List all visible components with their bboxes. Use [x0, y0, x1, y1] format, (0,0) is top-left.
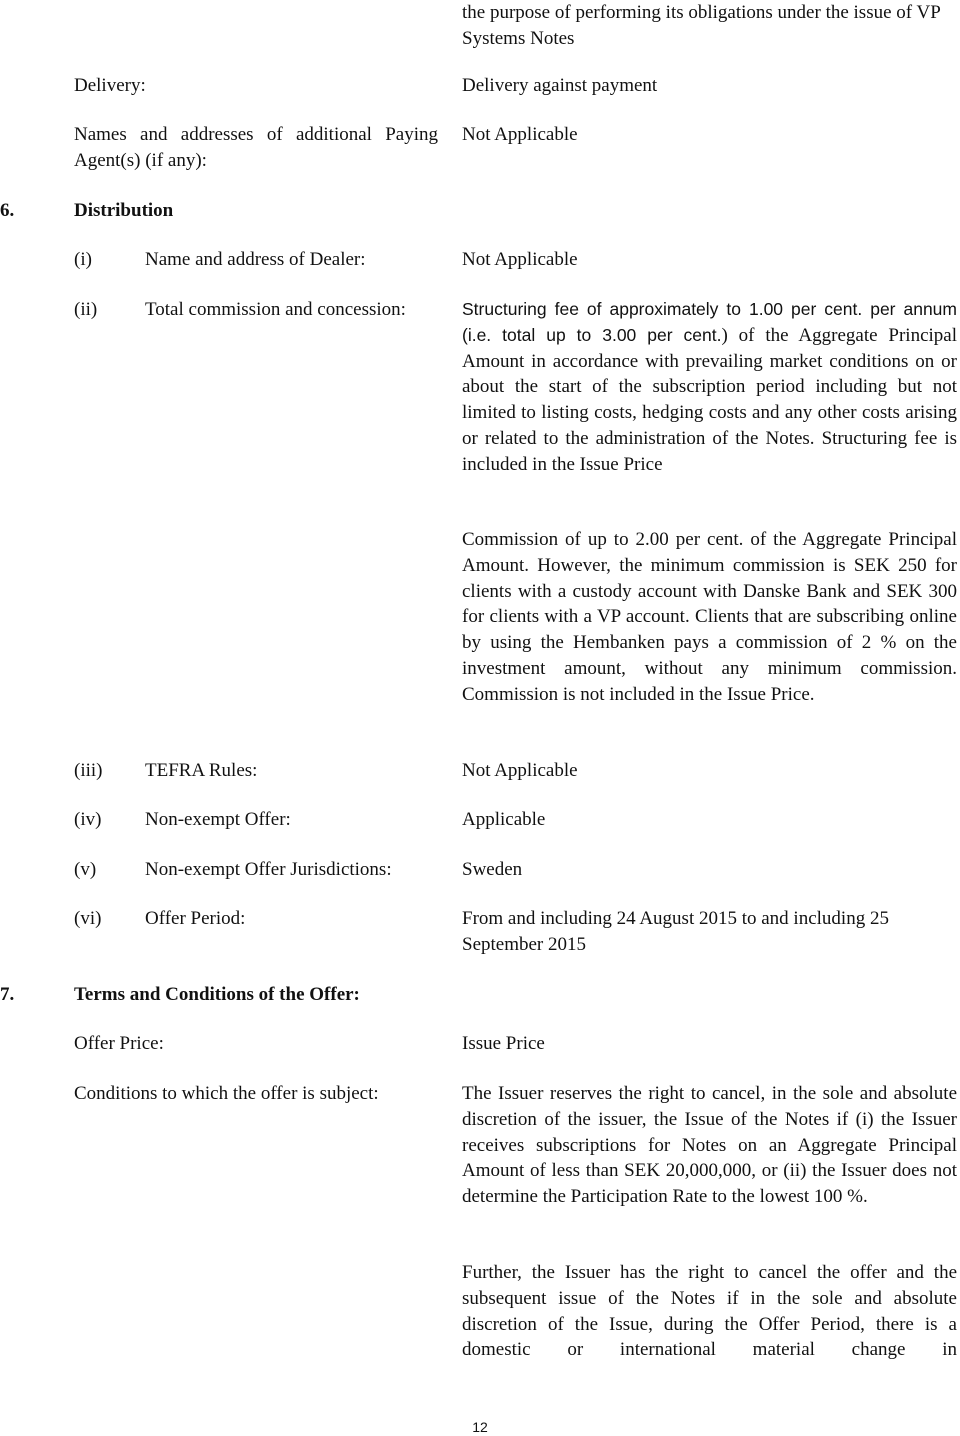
item-value: Sweden: [462, 859, 523, 880]
section-7-number: 7.: [0, 984, 15, 1005]
page-number: 12: [472, 1419, 488, 1435]
section-6-title: Distribution: [74, 200, 174, 221]
item-label: Non-exempt Offer:: [145, 809, 291, 830]
item-value: Not Applicable: [462, 249, 578, 270]
commission-paragraph-2: Commission of up to 2.00 per cent. of the Aggregate Principal Amount. However, the minimum commission is SEK 250 for clients with a custody account with Danske Bank and SEK 300 for clients with a VP account. Clients that are subscribing online by using the Hembanken pays a commission of 2 % on the investment amount, without any minimum commission. Commission is not included in the Issue Price.: [462, 529, 957, 705]
paying-agents-label: Names and addresses of additional Paying Agent(s) (if any):: [74, 124, 438, 171]
item-label: Name and address of Dealer:: [145, 249, 366, 270]
commission-paragraph: [462, 297, 957, 478]
section-7-title: Terms and Conditions of the Offer:: [74, 984, 360, 1005]
item-number: (iii): [74, 760, 103, 781]
structuring-fee-rest: ) of the Aggregate Principal Amount in accordance with prevailing market conditions on or about the start of the subscription period including but not limited to listing costs, hedging costs and any other costs arising or related to the administration of the Notes. Structuring fee is included in the Issue Price: [462, 324, 957, 475]
conditions-paragraph-2: Further, the Issuer has the right to cancel the offer and the subsequent issue of the Notes if in the sole and absolute discretion of the Issue, during the Offer Period, there is a domestic or international material change in: [462, 1262, 957, 1361]
structuring-fee-text: Structuring fee of approximately to 1.00 per cent. per annum (i.e. total up to 3.00 per cent.: [462, 299, 957, 345]
item-value: From and including 24 August 2015 to and including 25 September 2015: [462, 908, 889, 955]
offer-price-label: Offer Price:: [74, 1033, 164, 1054]
item-number: (vi): [74, 908, 102, 929]
item-label: Total commission and concession:: [145, 299, 406, 320]
item-label: Non-exempt Offer Jurisdictions:: [145, 859, 392, 880]
continuation-text: the purpose of performing its obligations under the issue of VP Systems Notes: [462, 2, 941, 49]
item-number: (i): [74, 249, 92, 270]
offer-price-value: Issue Price: [462, 1033, 545, 1054]
conditions-label: Conditions to which the offer is subject:: [74, 1083, 379, 1104]
paying-agents-value: Not Applicable: [462, 124, 578, 145]
conditions-paragraph-1: The Issuer reserves the right to cancel, in the sole and absolute discretion of the issuer, the Issue of the Notes if (i) the Issuer receives subscriptions for Notes on an Aggregate Principal Amount of less than SEK 20,000,000, or (ii) the Issuer does not determine the Participation Rate to the lowest 100 %.: [462, 1083, 957, 1208]
item-number: (ii): [74, 299, 98, 320]
item-value: Not Applicable: [462, 760, 578, 781]
section-6-number: 6.: [0, 200, 15, 221]
item-number: (iv): [74, 809, 102, 830]
delivery-value: Delivery against payment: [462, 75, 658, 96]
item-label: Offer Period:: [145, 908, 246, 929]
delivery-label: Delivery:: [74, 75, 146, 96]
item-label: TEFRA Rules:: [145, 760, 258, 781]
item-value: Applicable: [462, 809, 546, 830]
item-number: (v): [74, 859, 97, 880]
